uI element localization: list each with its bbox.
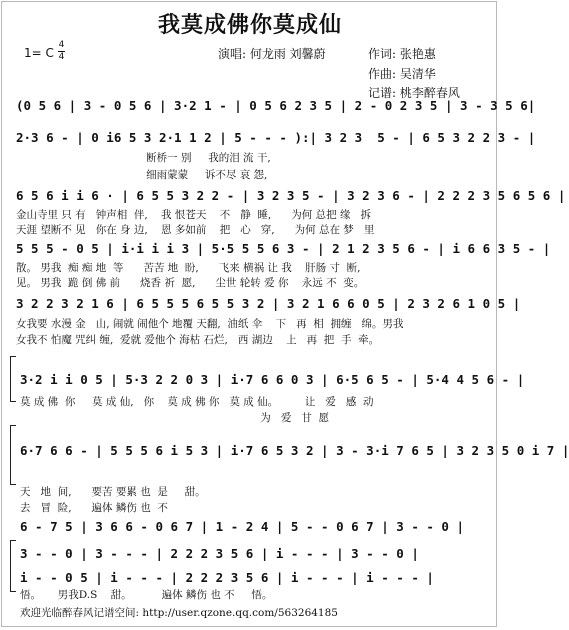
key-signature: 1= C	[24, 46, 54, 60]
notation-row: 5 5 5 - 0 5 | i·i i i 3 | 5·5 5 5 6 3 - | 2 1 2 3 5 6 - | i 6 6 3 5 - |	[16, 241, 551, 256]
lyric-line: 断桥一 别 我的泪 流 干,	[16, 152, 271, 164]
notation-row: 6·7 6 6 - | 5 5 5 6 i 5 3 | i·7 6 5 3 2 | 3 - 3·i 7 6 5 | 3 2 3 5 0 i 7 |	[20, 443, 569, 458]
lyricist: 作词: 张艳惠	[368, 47, 436, 61]
lyric-line: 天 地 间, 要苦 要累 也 是 甜。	[20, 486, 206, 498]
lyric-line: 为 爱 甘 愿	[20, 412, 330, 424]
lyric-line: 悟。 男我D.S 甜。 遍体 鳞伤 也 不 悟。	[20, 589, 273, 601]
notation-row: 3·2 i i 0 5 | 5·3 2 2 0 3 | i·7 6 6 0 3 | 6·5 6 5 - | 5·4 4 5 6 - |	[20, 372, 525, 387]
voice-brace	[10, 425, 16, 485]
song-title: 我莫成佛你莫成仙	[157, 12, 342, 38]
lyric-line: 见。 男我 跪 倒 佛 前 烧香 祈 愿, 尘世 轮转 爱 你 永远 不 变。	[16, 277, 365, 289]
notation-row: 6 - 7 5 | 3 6 6 - 0 6 7 | 1 - 2 4 | 5 - - 0 6 7 | 3 - - 0 |	[20, 519, 465, 534]
time-signature-bottom: 4	[58, 52, 65, 62]
time-signature-top: 4	[58, 40, 65, 50]
lyric-line: 金山寺里 只 有 钟声相 伴, 我 恨苍天 不 静 睡, 为何 总把 缘 拆	[16, 209, 371, 221]
lyric-line: 细雨蒙蒙 诉不尽 哀 怨,	[16, 169, 268, 181]
time-signature	[58, 41, 65, 62]
notation-row: 3 2 2 3 2 1 6 | 6 5 5 5 6 5 5 3 2 | 3 2 1 6 6 0 5 | 2 3 2 6 1 0 5 |	[16, 296, 521, 311]
lyric-line: 女我不 怕魔 咒纠 缠, 爱就 爱他个 海枯 石烂, 西 湖边 上 再 把 手 牵。	[16, 334, 380, 346]
lyric-line: 天涯 望断不 见 你在 身 边, 恩 多如前 把 心 穿, 为何 总在 梦 里	[16, 224, 375, 236]
notation-row: (0 5 6 | 3 - 0 5 6 | 3·2 1 - | 0 5 6 2 3 5 | 2 - 0 2 3 5 | 3 - 3 5 6|	[16, 98, 536, 113]
lyric-line: 去 冒 险, 遍体 鳞伤 也 不	[20, 502, 168, 514]
lyric-line: 女我要 水漫 金 山, 闹就 闹他个 地覆 天翻, 油纸 伞 下 再 相 拥缠 绵。男我	[16, 318, 404, 330]
lyric-line: 莫 成 佛 你 莫 成 仙, 你 莫 成 佛 你 莫 成 仙。 让 爱 感 动	[20, 396, 374, 408]
singers: 演唱: 何龙雨 刘馨蔚	[218, 47, 326, 61]
notation-row: 3 - - 0 | 3 - - - | 2 2 2 3 5 6 | i - - - | 3 - - 0 |	[20, 546, 419, 561]
transcriber: 记谱: 桃李醉春风	[368, 86, 460, 100]
voice-brace	[10, 540, 16, 592]
lyric-line: 散。 男我 痴 痴 地 等 苦苦 地 盼, 飞来 横祸 让 我 肝肠 寸 断,	[16, 262, 361, 274]
composer: 作曲: 吴清华	[368, 67, 436, 81]
voice-brace	[10, 356, 16, 402]
footer-url: 欢迎光临醉春风记谱空间: http://user.qzone.qq.com/563264185	[20, 607, 338, 619]
notation-row: i - - 0 5 | i - - - | 2 2 2 3 5 6 | i - - - | i - - - |	[20, 570, 434, 585]
notation-row: 6 5 6 i i 6 · | 6 5 5 3 2 2 - | 3 2 3 5 - | 3 2 3 6 - | 2 2 2 3 5 6 5 6 |	[16, 188, 566, 203]
notation-row: 2·3 6 - | 0 i6 5 3 2·1 1 2 | 5 - - - ):| 3 2 3 5 - | 6 5 3 2 2 3 - |	[16, 130, 536, 145]
